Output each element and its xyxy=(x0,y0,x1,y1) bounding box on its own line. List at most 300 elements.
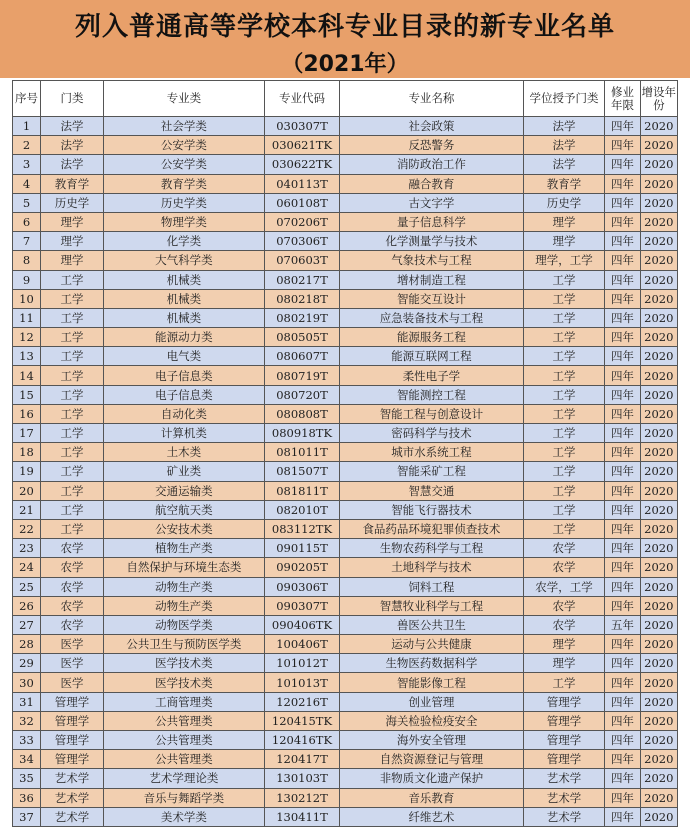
cell-major-name: 城市水系统工程 xyxy=(340,443,523,462)
cell-major-code: 080505T xyxy=(264,328,340,347)
col-header-major-code: 专业代码 xyxy=(264,81,340,117)
cell-major-class: 机械类 xyxy=(104,308,265,327)
table-row xyxy=(13,424,678,443)
table-row xyxy=(13,385,678,404)
table-row xyxy=(13,308,678,327)
cell-category: 理学 xyxy=(40,251,103,270)
table-row xyxy=(13,328,678,347)
cell-major-name: 创业管理 xyxy=(340,692,523,711)
cell-major-name: 应急装备技术与工程 xyxy=(340,308,523,327)
cell-major-code: 083112TK xyxy=(264,519,340,538)
cell-major-class: 社会学类 xyxy=(104,117,265,136)
cell-degree: 管理学 xyxy=(523,692,605,711)
cell-major-code: 081507T xyxy=(264,462,340,481)
cell-major-code: 101013T xyxy=(264,673,340,692)
cell-major-name: 能源服务工程 xyxy=(340,328,523,347)
cell-category: 教育学 xyxy=(40,174,103,193)
title-banner xyxy=(0,0,690,78)
cell-year-added: 2020 xyxy=(640,308,677,327)
cell-duration: 四年 xyxy=(605,385,640,404)
cell-major-code: 070603T xyxy=(264,251,340,270)
cell-major-code: 081811T xyxy=(264,481,340,500)
cell-major-name: 非物质文化遗产保护 xyxy=(340,769,523,788)
col-header-degree: 学位授予门类 xyxy=(523,81,605,117)
cell-major-code: 081011T xyxy=(264,443,340,462)
cell-major-code: 130411T xyxy=(264,807,340,826)
cell-degree: 艺术学 xyxy=(523,807,605,826)
cell-duration: 四年 xyxy=(605,673,640,692)
cell-duration: 四年 xyxy=(605,366,640,385)
cell-major-name: 兽医公共卫生 xyxy=(340,615,523,634)
page-title: 列入普通高等学校本科专业目录的新专业名单 xyxy=(74,12,615,42)
cell-category: 艺术学 xyxy=(40,788,103,807)
cell-degree: 工学 xyxy=(523,366,605,385)
cell-major-class: 公安学类 xyxy=(104,155,265,174)
cell-duration: 四年 xyxy=(605,539,640,558)
cell-degree: 工学 xyxy=(523,462,605,481)
cell-degree: 工学 xyxy=(523,673,605,692)
cell-major-code: 120417T xyxy=(264,750,340,769)
cell-major-class: 历史学类 xyxy=(104,193,265,212)
cell-year-added: 2020 xyxy=(640,385,677,404)
cell-no: 13 xyxy=(13,347,41,366)
cell-duration: 四年 xyxy=(605,769,640,788)
cell-year-added: 2020 xyxy=(640,193,677,212)
cell-major-code: 030622TK xyxy=(264,155,340,174)
cell-year-added: 2020 xyxy=(640,519,677,538)
cell-category: 工学 xyxy=(40,289,103,308)
table-row xyxy=(13,769,678,788)
cell-no: 32 xyxy=(13,711,41,730)
cell-year-added: 2020 xyxy=(640,558,677,577)
cell-category: 管理学 xyxy=(40,711,103,730)
table-body xyxy=(13,117,678,827)
cell-major-code: 120216T xyxy=(264,692,340,711)
cell-degree: 工学 xyxy=(523,500,605,519)
cell-no: 31 xyxy=(13,692,41,711)
table-row xyxy=(13,117,678,136)
cell-degree: 工学 xyxy=(523,328,605,347)
table-row xyxy=(13,174,678,193)
cell-no: 34 xyxy=(13,750,41,769)
cell-major-name: 海外安全管理 xyxy=(340,731,523,750)
cell-major-name: 古文字学 xyxy=(340,193,523,212)
cell-no: 10 xyxy=(13,289,41,308)
cell-no: 3 xyxy=(13,155,41,174)
cell-major-name: 土地科学与技术 xyxy=(340,558,523,577)
cell-major-class: 机械类 xyxy=(104,289,265,308)
cell-degree: 农学 xyxy=(523,539,605,558)
cell-degree: 工学 xyxy=(523,289,605,308)
cell-category: 工学 xyxy=(40,270,103,289)
cell-category: 理学 xyxy=(40,232,103,251)
cell-degree: 工学 xyxy=(523,443,605,462)
cell-major-name: 智慧交通 xyxy=(340,481,523,500)
cell-major-name: 生物医药数据科学 xyxy=(340,654,523,673)
cell-no: 7 xyxy=(13,232,41,251)
cell-degree: 工学 xyxy=(523,424,605,443)
cell-category: 医学 xyxy=(40,635,103,654)
cell-no: 33 xyxy=(13,731,41,750)
cell-major-code: 080918TK xyxy=(264,424,340,443)
cell-no: 27 xyxy=(13,615,41,634)
cell-year-added: 2020 xyxy=(640,807,677,826)
table-row xyxy=(13,577,678,596)
cell-duration: 四年 xyxy=(605,136,640,155)
cell-no: 17 xyxy=(13,424,41,443)
cell-no: 29 xyxy=(13,654,41,673)
cell-category: 工学 xyxy=(40,424,103,443)
cell-major-code: 090115T xyxy=(264,539,340,558)
cell-year-added: 2020 xyxy=(640,117,677,136)
cell-degree: 工学 xyxy=(523,519,605,538)
cell-year-added: 2020 xyxy=(640,136,677,155)
cell-major-name: 智能工程与创意设计 xyxy=(340,404,523,423)
cell-year-added: 2020 xyxy=(640,577,677,596)
cell-major-class: 化学类 xyxy=(104,232,265,251)
cell-duration: 四年 xyxy=(605,731,640,750)
table-row xyxy=(13,251,678,270)
cell-major-class: 物理学类 xyxy=(104,212,265,231)
cell-major-class: 动物生产类 xyxy=(104,577,265,596)
cell-degree: 管理学 xyxy=(523,711,605,730)
col-header-category: 门类 xyxy=(40,81,103,117)
cell-year-added: 2020 xyxy=(640,711,677,730)
cell-major-class: 土木类 xyxy=(104,443,265,462)
cell-major-code: 090406TK xyxy=(264,615,340,634)
cell-major-code: 090307T xyxy=(264,596,340,615)
cell-year-added: 2020 xyxy=(640,174,677,193)
cell-no: 5 xyxy=(13,193,41,212)
cell-major-class: 大气科学类 xyxy=(104,251,265,270)
cell-duration: 四年 xyxy=(605,596,640,615)
cell-no: 1 xyxy=(13,117,41,136)
cell-major-name: 消防政治工作 xyxy=(340,155,523,174)
cell-major-code: 101012T xyxy=(264,654,340,673)
cell-duration: 四年 xyxy=(605,462,640,481)
cell-duration: 四年 xyxy=(605,443,640,462)
cell-category: 管理学 xyxy=(40,692,103,711)
cell-major-code: 080219T xyxy=(264,308,340,327)
cell-year-added: 2020 xyxy=(640,462,677,481)
cell-category: 工学 xyxy=(40,519,103,538)
cell-no: 9 xyxy=(13,270,41,289)
cell-major-class: 电子信息类 xyxy=(104,366,265,385)
cell-degree: 工学 xyxy=(523,347,605,366)
cell-no: 28 xyxy=(13,635,41,654)
cell-category: 工学 xyxy=(40,366,103,385)
cell-duration: 四年 xyxy=(605,577,640,596)
cell-major-class: 公共管理类 xyxy=(104,750,265,769)
cell-no: 21 xyxy=(13,500,41,519)
table-row xyxy=(13,289,678,308)
cell-no: 16 xyxy=(13,404,41,423)
cell-duration: 四年 xyxy=(605,750,640,769)
cell-duration: 四年 xyxy=(605,481,640,500)
table-row xyxy=(13,692,678,711)
cell-year-added: 2020 xyxy=(640,769,677,788)
cell-category: 工学 xyxy=(40,404,103,423)
cell-no: 30 xyxy=(13,673,41,692)
cell-major-code: 080607T xyxy=(264,347,340,366)
cell-major-name: 饲料工程 xyxy=(340,577,523,596)
cell-year-added: 2020 xyxy=(640,539,677,558)
cell-category: 农学 xyxy=(40,539,103,558)
cell-major-name: 智慧牧业科学与工程 xyxy=(340,596,523,615)
cell-major-name: 生物农药科学与工程 xyxy=(340,539,523,558)
col-header-major-name: 专业名称 xyxy=(340,81,523,117)
cell-major-name: 气象技术与工程 xyxy=(340,251,523,270)
cell-major-name: 纤维艺术 xyxy=(340,807,523,826)
cell-category: 法学 xyxy=(40,136,103,155)
col-header-year-added: 增设年份 xyxy=(640,81,677,117)
cell-major-code: 130103T xyxy=(264,769,340,788)
cell-degree: 工学 xyxy=(523,308,605,327)
cell-major-class: 公共管理类 xyxy=(104,711,265,730)
cell-no: 8 xyxy=(13,251,41,270)
cell-major-name: 智能交互设计 xyxy=(340,289,523,308)
table-row xyxy=(13,558,678,577)
cell-no: 18 xyxy=(13,443,41,462)
cell-degree: 管理学 xyxy=(523,731,605,750)
cell-major-code: 080720T xyxy=(264,385,340,404)
table-header-row xyxy=(13,81,678,117)
cell-year-added: 2020 xyxy=(640,328,677,347)
cell-no: 37 xyxy=(13,807,41,826)
cell-major-name: 融合教育 xyxy=(340,174,523,193)
cell-major-name: 自然资源登记与管理 xyxy=(340,750,523,769)
table-row xyxy=(13,347,678,366)
cell-duration: 五年 xyxy=(605,615,640,634)
cell-major-name: 食品药品环境犯罪侦查技术 xyxy=(340,519,523,538)
cell-major-code: 090205T xyxy=(264,558,340,577)
table-row xyxy=(13,404,678,423)
cell-degree: 农学，工学 xyxy=(523,577,605,596)
cell-category: 工学 xyxy=(40,481,103,500)
cell-category: 工学 xyxy=(40,500,103,519)
cell-duration: 四年 xyxy=(605,308,640,327)
table-row xyxy=(13,193,678,212)
cell-major-code: 120416TK xyxy=(264,731,340,750)
col-header-duration: 修业年限 xyxy=(605,81,640,117)
table-row xyxy=(13,673,678,692)
table-row xyxy=(13,462,678,481)
cell-category: 农学 xyxy=(40,596,103,615)
cell-major-code: 070206T xyxy=(264,212,340,231)
cell-major-class: 工商管理类 xyxy=(104,692,265,711)
cell-duration: 四年 xyxy=(605,289,640,308)
table-row xyxy=(13,443,678,462)
cell-no: 22 xyxy=(13,519,41,538)
cell-no: 23 xyxy=(13,539,41,558)
cell-degree: 理学 xyxy=(523,212,605,231)
cell-duration: 四年 xyxy=(605,807,640,826)
cell-year-added: 2020 xyxy=(640,654,677,673)
cell-category: 农学 xyxy=(40,558,103,577)
cell-year-added: 2020 xyxy=(640,788,677,807)
cell-category: 农学 xyxy=(40,615,103,634)
cell-degree: 艺术学 xyxy=(523,769,605,788)
cell-no: 6 xyxy=(13,212,41,231)
cell-no: 12 xyxy=(13,328,41,347)
cell-year-added: 2020 xyxy=(640,424,677,443)
cell-category: 工学 xyxy=(40,328,103,347)
cell-major-code: 120415TK xyxy=(264,711,340,730)
cell-major-code: 040113T xyxy=(264,174,340,193)
cell-degree: 历史学 xyxy=(523,193,605,212)
cell-no: 36 xyxy=(13,788,41,807)
cell-major-class: 医学技术类 xyxy=(104,673,265,692)
cell-degree: 艺术学 xyxy=(523,788,605,807)
cell-major-name: 量子信息科学 xyxy=(340,212,523,231)
cell-degree: 工学 xyxy=(523,404,605,423)
cell-degree: 教育学 xyxy=(523,174,605,193)
cell-major-class: 植物生产类 xyxy=(104,539,265,558)
cell-major-code: 080217T xyxy=(264,270,340,289)
cell-year-added: 2020 xyxy=(640,615,677,634)
cell-no: 24 xyxy=(13,558,41,577)
cell-major-name: 运动与公共健康 xyxy=(340,635,523,654)
cell-category: 管理学 xyxy=(40,731,103,750)
cell-degree: 理学 xyxy=(523,635,605,654)
cell-duration: 四年 xyxy=(605,558,640,577)
cell-major-class: 医学技术类 xyxy=(104,654,265,673)
cell-degree: 农学 xyxy=(523,615,605,634)
cell-major-class: 矿业类 xyxy=(104,462,265,481)
cell-duration: 四年 xyxy=(605,251,640,270)
cell-major-class: 能源动力类 xyxy=(104,328,265,347)
cell-major-class: 机械类 xyxy=(104,270,265,289)
cell-degree: 法学 xyxy=(523,155,605,174)
cell-duration: 四年 xyxy=(605,788,640,807)
cell-duration: 四年 xyxy=(605,212,640,231)
cell-major-class: 教育学类 xyxy=(104,174,265,193)
cell-no: 25 xyxy=(13,577,41,596)
cell-degree: 工学 xyxy=(523,481,605,500)
cell-major-class: 公共卫生与预防医学类 xyxy=(104,635,265,654)
cell-year-added: 2020 xyxy=(640,270,677,289)
cell-duration: 四年 xyxy=(605,692,640,711)
table-row xyxy=(13,615,678,634)
cell-year-added: 2020 xyxy=(640,635,677,654)
cell-duration: 四年 xyxy=(605,404,640,423)
cell-year-added: 2020 xyxy=(640,750,677,769)
cell-duration: 四年 xyxy=(605,347,640,366)
table-row xyxy=(13,519,678,538)
cell-category: 历史学 xyxy=(40,193,103,212)
cell-major-name: 能源互联网工程 xyxy=(340,347,523,366)
cell-major-code: 090306T xyxy=(264,577,340,596)
cell-year-added: 2020 xyxy=(640,289,677,308)
cell-duration: 四年 xyxy=(605,232,640,251)
cell-year-added: 2020 xyxy=(640,731,677,750)
cell-year-added: 2020 xyxy=(640,596,677,615)
cell-no: 35 xyxy=(13,769,41,788)
cell-major-class: 公共管理类 xyxy=(104,731,265,750)
table-row xyxy=(13,539,678,558)
cell-year-added: 2020 xyxy=(640,443,677,462)
cell-major-code: 030307T xyxy=(264,117,340,136)
table-row xyxy=(13,750,678,769)
cell-major-name: 音乐教育 xyxy=(340,788,523,807)
cell-degree: 工学 xyxy=(523,270,605,289)
col-header-major-class: 专业类 xyxy=(104,81,265,117)
cell-major-name: 反恐警务 xyxy=(340,136,523,155)
cell-major-class: 美术学类 xyxy=(104,807,265,826)
table-row xyxy=(13,500,678,519)
cell-category: 艺术学 xyxy=(40,807,103,826)
cell-duration: 四年 xyxy=(605,519,640,538)
cell-category: 医学 xyxy=(40,654,103,673)
cell-category: 法学 xyxy=(40,155,103,174)
cell-no: 19 xyxy=(13,462,41,481)
cell-no: 2 xyxy=(13,136,41,155)
table-row xyxy=(13,155,678,174)
cell-duration: 四年 xyxy=(605,155,640,174)
cell-degree: 工学 xyxy=(523,385,605,404)
cell-category: 工学 xyxy=(40,385,103,404)
cell-major-class: 航空航天类 xyxy=(104,500,265,519)
table-row xyxy=(13,731,678,750)
cell-degree: 管理学 xyxy=(523,750,605,769)
table-row xyxy=(13,654,678,673)
cell-major-class: 音乐与舞蹈学类 xyxy=(104,788,265,807)
cell-category: 医学 xyxy=(40,673,103,692)
cell-duration: 四年 xyxy=(605,117,640,136)
cell-degree: 农学 xyxy=(523,596,605,615)
table-row xyxy=(13,711,678,730)
cell-major-code: 030621TK xyxy=(264,136,340,155)
cell-major-name: 智能采矿工程 xyxy=(340,462,523,481)
cell-degree: 理学 xyxy=(523,654,605,673)
cell-major-code: 082010T xyxy=(264,500,340,519)
cell-category: 管理学 xyxy=(40,750,103,769)
table-row xyxy=(13,232,678,251)
table-row xyxy=(13,136,678,155)
table-row xyxy=(13,212,678,231)
cell-category: 工学 xyxy=(40,347,103,366)
cell-major-code: 130212T xyxy=(264,788,340,807)
table-row xyxy=(13,807,678,826)
cell-major-name: 社会政策 xyxy=(340,117,523,136)
table-row xyxy=(13,635,678,654)
cell-major-class: 计算机类 xyxy=(104,424,265,443)
cell-year-added: 2020 xyxy=(640,692,677,711)
cell-no: 15 xyxy=(13,385,41,404)
cell-year-added: 2020 xyxy=(640,481,677,500)
cell-major-name: 智能测控工程 xyxy=(340,385,523,404)
cell-no: 26 xyxy=(13,596,41,615)
cell-category: 工学 xyxy=(40,462,103,481)
cell-major-name: 智能飞行器技术 xyxy=(340,500,523,519)
cell-degree: 农学 xyxy=(523,558,605,577)
cell-major-name: 海关检验检疫安全 xyxy=(340,711,523,730)
table-row xyxy=(13,596,678,615)
cell-major-name: 增材制造工程 xyxy=(340,270,523,289)
cell-duration: 四年 xyxy=(605,270,640,289)
cell-major-class: 艺术学理论类 xyxy=(104,769,265,788)
cell-duration: 四年 xyxy=(605,424,640,443)
cell-duration: 四年 xyxy=(605,500,640,519)
cell-duration: 四年 xyxy=(605,174,640,193)
cell-degree: 法学 xyxy=(523,136,605,155)
cell-category: 艺术学 xyxy=(40,769,103,788)
table-row xyxy=(13,270,678,289)
cell-major-class: 电气类 xyxy=(104,347,265,366)
cell-major-class: 自然保护与环境生态类 xyxy=(104,558,265,577)
cell-no: 14 xyxy=(13,366,41,385)
cell-duration: 四年 xyxy=(605,328,640,347)
